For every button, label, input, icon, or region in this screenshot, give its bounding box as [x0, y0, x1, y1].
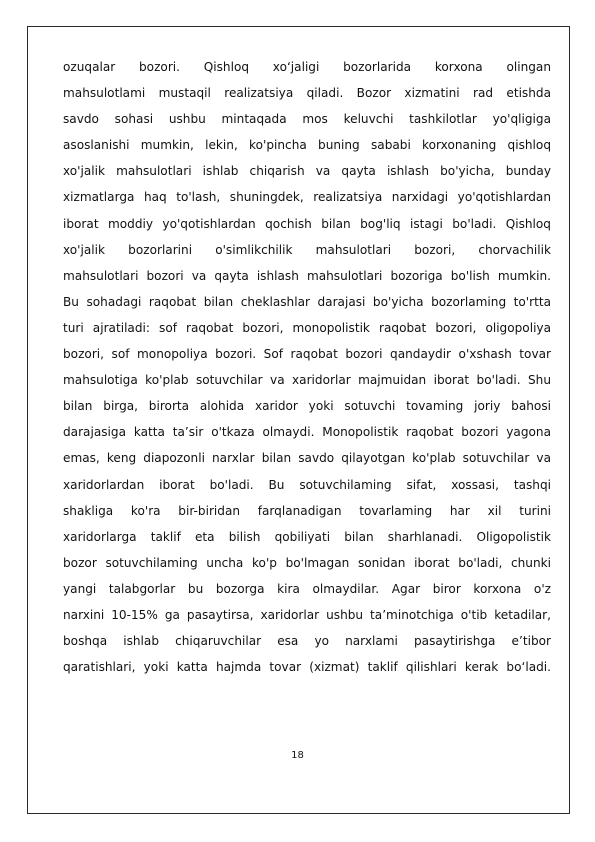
text-line: qaratishlari, yoki katta hajmda tovar (xizmat) taklif qilishlari kerak bo‘ladi. [63, 660, 551, 675]
text-line: shakliga ko'ra bir-biridan farqlanadigan tovarlaming har xil turini [63, 503, 551, 518]
text-line: narxini 10-15% ga pasaytirsa, xaridorlar ushbu ta’minotchiga o'tib ketadilar, [63, 607, 551, 622]
text-line: iborat moddiy yo'qotishlardan qochish bilan bog'liq istagi bo'ladi. Qishloq [63, 216, 551, 231]
text-line: xaridorlarga taklif eta bilish qobiliyati bilan sharhlanadi. Oligopolistik [63, 529, 551, 544]
text-line: boshqa ishlab chiqaruvchilar esa yo narxlami pasaytirishga e’tibor [63, 634, 551, 649]
text-line: savdo sohasi ushbu mintaqada mos keluvchi tashkilotlar yo'qligiga [63, 112, 551, 127]
text-line: Bu sohadagi raqobat bilan cheklashlar darajasi bo'yicha bozorlaming to'rtta [63, 294, 551, 309]
text-line: xo'jalik bozorlarini o'simlikchilik mahsulotlari bozori, chorvachilik [63, 242, 551, 257]
body-text [63, 54, 551, 680]
text-line: mahsulotlari bozori va qayta ishlash mahsulotlari bozoriga bo'lish mumkin. [63, 268, 551, 283]
text-line: yangi talabgorlar bu bozorga kira olmaydilar. Agar biror korxona o'z [63, 581, 551, 596]
text-line: xizmatlarga haq to'lash, shuningdek, realizatsiya narxidagi yo'qotishlardan [63, 190, 551, 205]
text-line: bilan birga, birorta alohida xaridor yoki sotuvchi tovaming joriy bahosi [63, 399, 551, 414]
text-line: asoslanishi mumkin, lekin, ko'pincha buning sababi korxonaning qishloq [63, 138, 551, 153]
page-number: 18 [291, 750, 304, 761]
text-line: emas, keng diapozonli narxlar bilan savdo qilayotgan ko'plab sotuvchilar va [63, 451, 551, 466]
text-line: bozor sotuvchilaming uncha ko'p bo'lmagan sonidan iborat bo'ladi, chunki [63, 555, 551, 570]
text-line: darajasiga katta ta’sir o'tkaza olmaydi. Monopolistik raqobat bozori yagona [63, 425, 551, 440]
text-line: xaridorlardan iborat bo'ladi. Bu sotuvchilaming sifat, xossasi, tashqi [63, 477, 551, 492]
text-line: xo'jalik mahsulotlari ishlab chiqarish va qayta ishlash bo'yicha, bunday [63, 164, 551, 179]
text-line: bozori, sof monopoliya bozori. Sof raqobat bozori qandaydir o'xshash tovar [63, 347, 551, 362]
text-line: turi ajratiladi: sof raqobat bozori, monopolistik raqobat bozori, oligopoliya [63, 320, 551, 335]
text-line: mahsulotlami mustaqil realizatsiya qiladi. Bozor xizmatini rad etishda [63, 86, 551, 101]
text-line: ozuqalar bozori. Qishloq xo‘jaligi bozorlarida korxona olingan [63, 60, 551, 74]
text-line: mahsulotiga ko'plab sotuvchilar va xaridorlar majmuidan iborat bo'ladi. Shu [63, 373, 551, 388]
